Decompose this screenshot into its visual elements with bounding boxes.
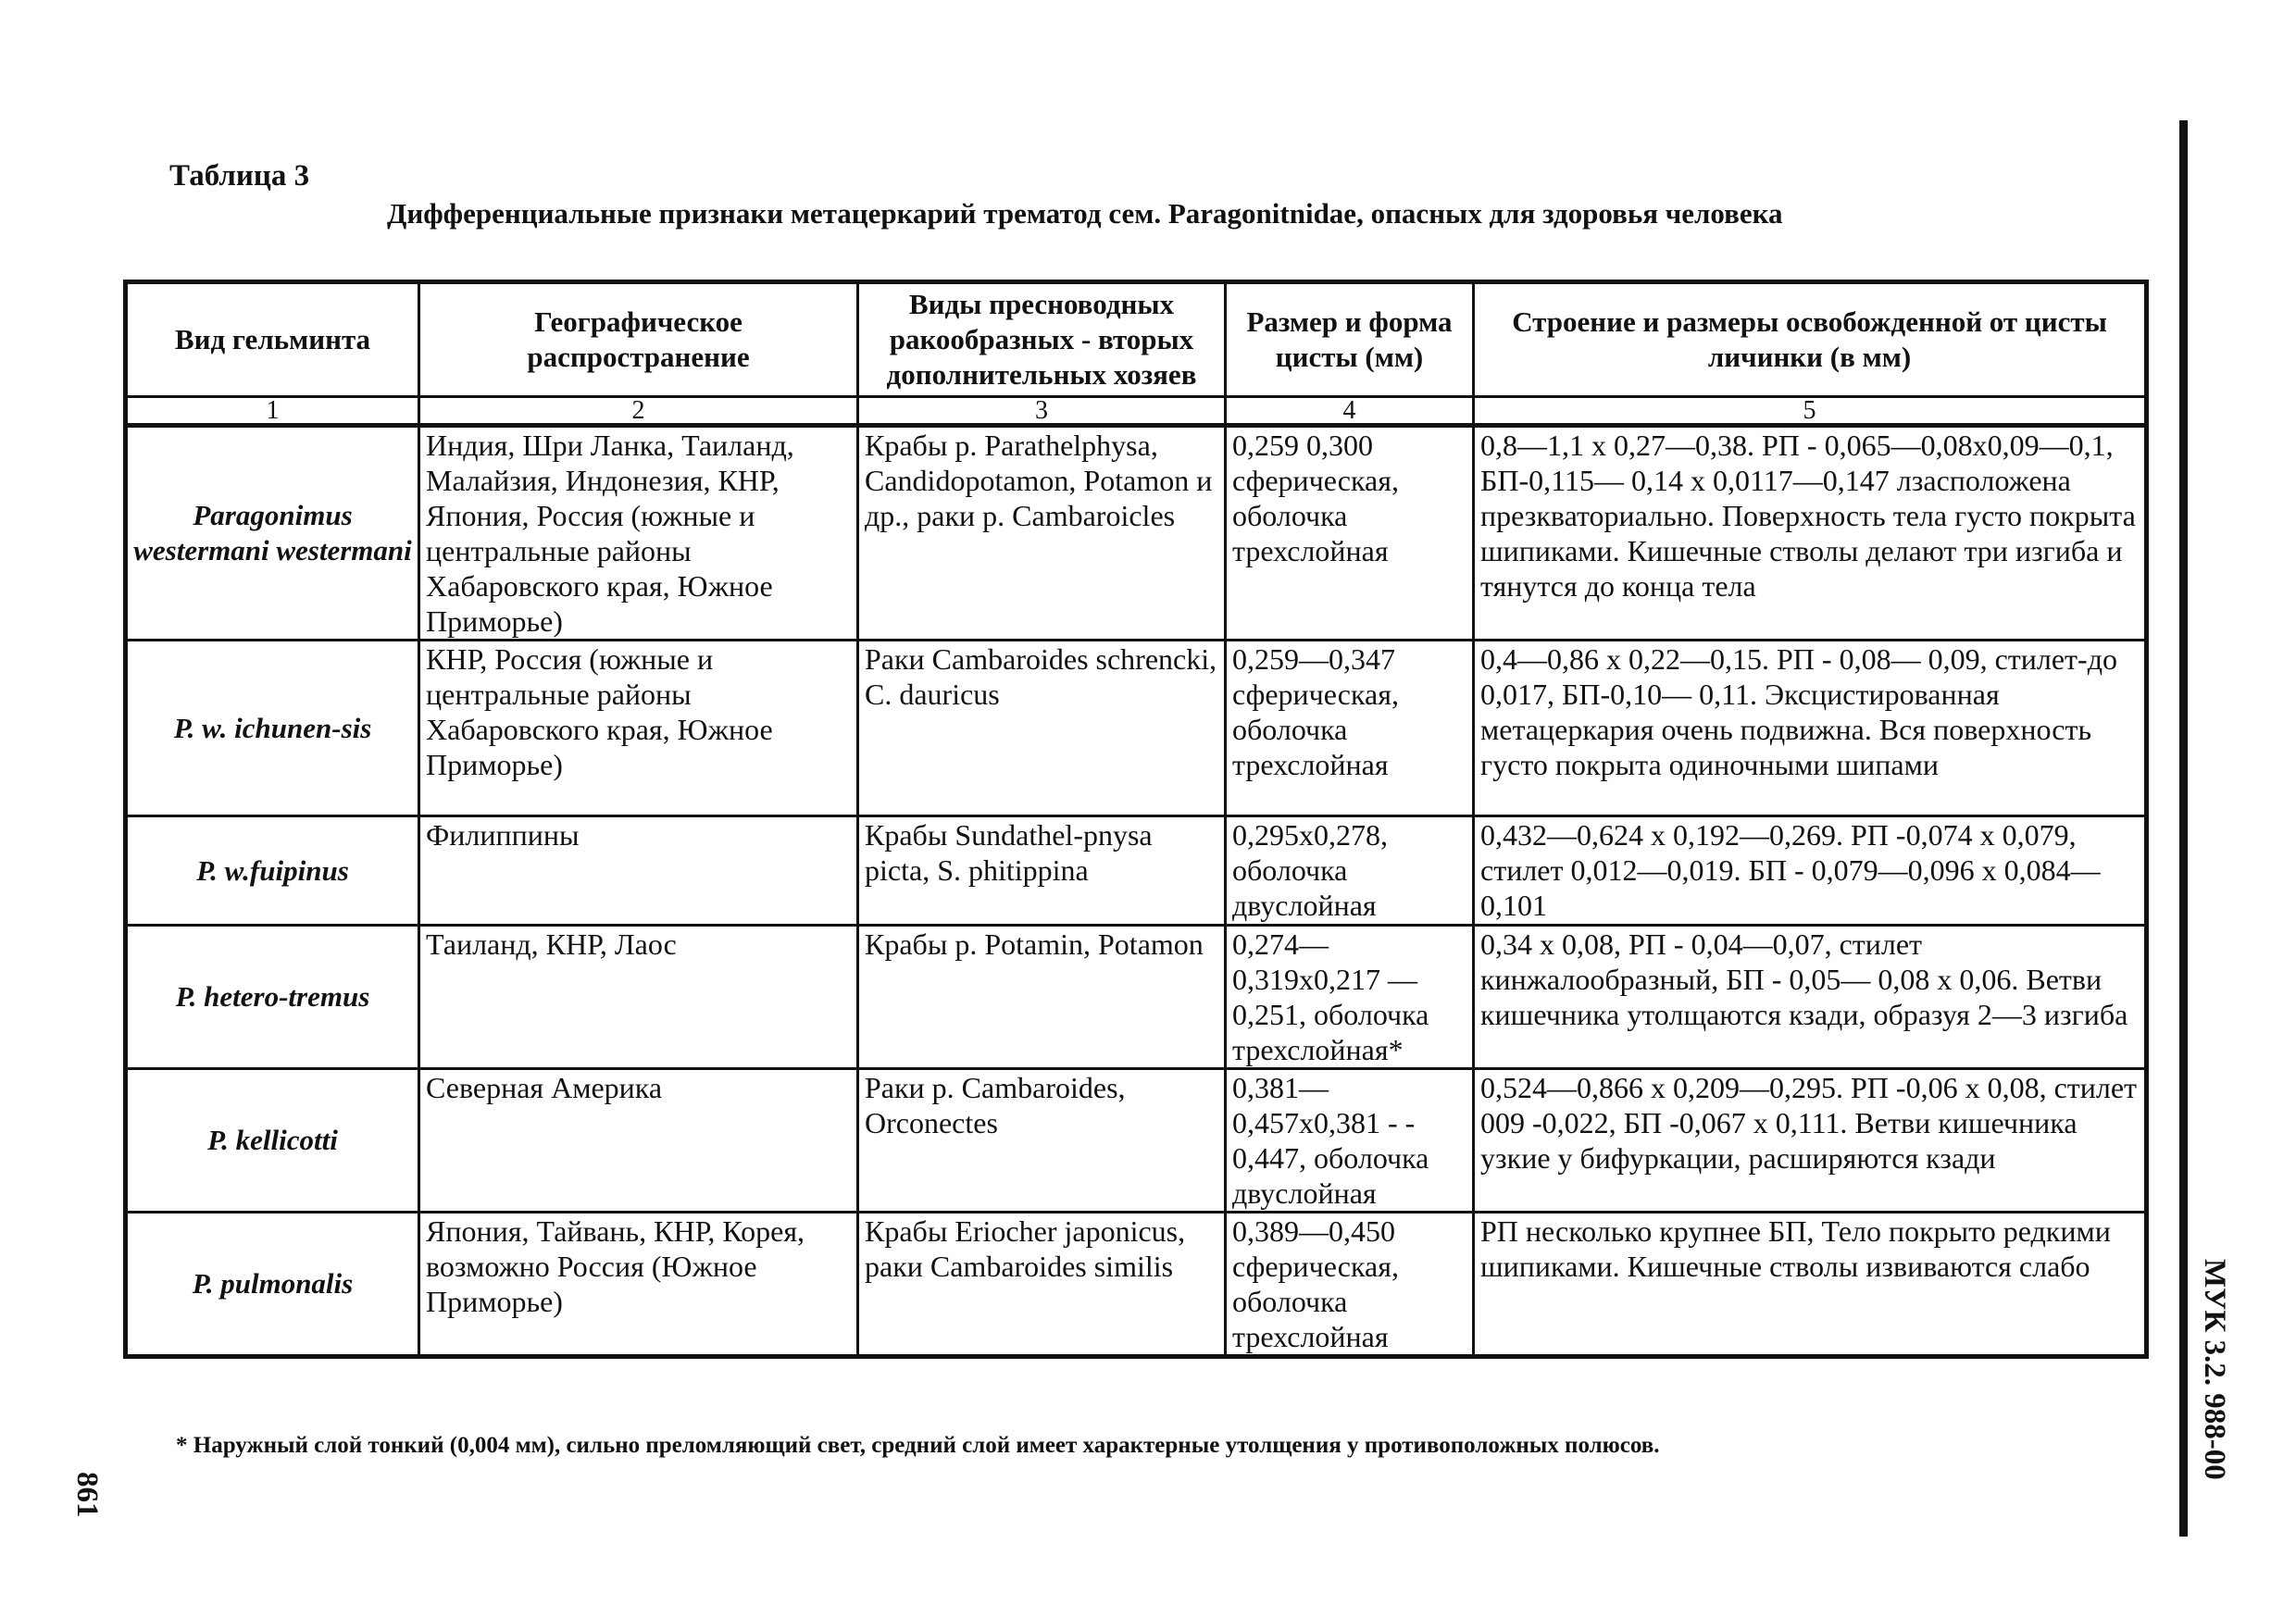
cyst-size-cell: 0,381—0,457х0,381 - - 0,447, оболочка двуслойная	[1226, 1069, 1474, 1213]
cyst-size-cell: 0,389—0,450 сферическая, оболочка трехслойная	[1226, 1213, 1474, 1357]
column-number-row	[126, 397, 2147, 426]
cyst-size-cell: 0,295х0,278, оболочка двуслойная	[1226, 816, 1474, 926]
cyst-size-cell: 0,259 0,300 сферическая, оболочка трехслойная	[1226, 426, 1474, 641]
data-table	[123, 280, 2149, 1359]
larva-structure-cell: 0,432—0,624 х 0,192—0,269. РП -0,074 х 0,079, стилет 0,012—0,019. БП - 0,079—0,096 х 0,084—0,101	[1474, 816, 2147, 926]
larva-structure-cell: 0,8—1,1 х 0,27—0,38. РП - 0,065—0,08х0,09—0,1, БП-0,115— 0,14 х 0,0117—0,147 лзасположена презкваториально. Поверхность тела густо покрыта шипиками. Кишечные стволы делают три изгиба и тянутся до конца тела	[1474, 426, 2147, 641]
hosts-cell: Раки Cambaroides schrencki, C. dauricus	[858, 641, 1226, 816]
hosts-cell: Раки р. Cambaroides, Orconectes	[858, 1069, 1226, 1213]
hosts-cell: Крабы р. Parathelphysa, Candidopotamon, Potamon и др., раки р. Cambaroicles	[858, 426, 1226, 641]
page-number: 861	[70, 1472, 104, 1518]
hosts-cell: Крабы Eriocher japonicus, раки Cambaroides similis	[858, 1213, 1226, 1357]
distribution-cell: КНР, Россия (южные и центральные районы Хабаровского края, Южное Приморье)	[419, 641, 858, 816]
species-cell: Paragonimus westermani westermani	[126, 426, 419, 641]
document-code: МУК 3.2. 988-00	[2198, 1259, 2231, 1480]
table-row	[126, 1069, 2147, 1213]
species-cell: P. w. ichunen-sis	[126, 641, 419, 816]
column-number: 3	[858, 397, 1226, 426]
column-number: 1	[126, 397, 419, 426]
hosts-cell: Крабы Sundathel-pnysa picta, S. phitippina	[858, 816, 1226, 926]
table-row	[126, 641, 2147, 816]
distribution-cell: Индия, Шри Ланка, Таиланд, Малайзия, Индонезия, КНР, Япония, Россия (южные и центральные районы Хабаровского края, Южное Приморье)	[419, 426, 858, 641]
table-row	[126, 926, 2147, 1069]
footnote: * Наружный слой тонкий (0,004 мм), сильно преломляющий свет, средний слой имеет характерные утолщения у противоположных полюсов.	[176, 1433, 1660, 1458]
column-header-species: Вид гельминта	[126, 282, 419, 397]
larva-structure-cell: 0,4—0,86 х 0,22—0,15. РП - 0,08— 0,09, стилет-до 0,017, БП-0,10— 0,11. Эксцистированная метацеркария очень подвижна. Вся поверхность густо покрыта одиночными шипами	[1474, 641, 2147, 816]
column-header-hosts: Виды пресноводных ракообразных - вторых дополнительных хозяев	[858, 282, 1226, 397]
larva-structure-cell: РП несколько крупнее БП, Тело покрыто редкими шипиками. Кишечные стволы извиваются слабо	[1474, 1213, 2147, 1357]
table-row	[126, 1213, 2147, 1357]
larva-structure-cell: 0,524—0,866 х 0,209—0,295. РП -0,06 х 0,08, стилет 009 -0,022, БП -0,067 х 0,111. Ветви кишечника узкие у бифуркации, расширяются кзади	[1474, 1069, 2147, 1213]
cyst-size-cell: 0,259—0,347 сферическая, оболочка трехслойная	[1226, 641, 1474, 816]
column-header-distribution: Географическое распространение	[419, 282, 858, 397]
table-row	[126, 816, 2147, 926]
table-label: Таблица 3	[169, 159, 310, 193]
hosts-cell: Крабы р. Potamin, Potamon	[858, 926, 1226, 1069]
distribution-cell: Филиппины	[419, 816, 858, 926]
distribution-cell: Япония, Тайвань, КНР, Корея, возможно Россия (Южное Приморье)	[419, 1213, 858, 1357]
column-number: 4	[1226, 397, 1474, 426]
column-number: 5	[1474, 397, 2147, 426]
distribution-cell: Таиланд, КНР, Лаос	[419, 926, 858, 1069]
cyst-size-cell: 0,274—0,319х0,217 —0,251, оболочка трехслойная*	[1226, 926, 1474, 1069]
species-cell: P. pulmonalis	[126, 1213, 419, 1357]
table-row	[126, 426, 2147, 641]
species-cell: P. kellicotti	[126, 1069, 419, 1213]
species-cell: P. w.fuipinus	[126, 816, 419, 926]
column-header-cyst-size: Размер и форма цисты (мм)	[1226, 282, 1474, 397]
margin-rule	[2179, 120, 2188, 1537]
table-caption: Дифференциальные признаки метацеркарий трематод сем. Paragonitnidae, опасных для здоровья человека	[387, 197, 1783, 230]
column-header-larva-structure: Строение и размеры освобожденной от цисты личинки (в мм)	[1474, 282, 2147, 397]
species-cell: P. hetero-tremus	[126, 926, 419, 1069]
larva-structure-cell: 0,34 х 0,08, РП - 0,04—0,07, стилет кинжалообразный, БП - 0,05— 0,08 х 0,06. Ветви кишечника утолщаются кзади, образуя 2—3 изгиба	[1474, 926, 2147, 1069]
distribution-cell: Северная Америка	[419, 1069, 858, 1213]
column-number: 2	[419, 397, 858, 426]
